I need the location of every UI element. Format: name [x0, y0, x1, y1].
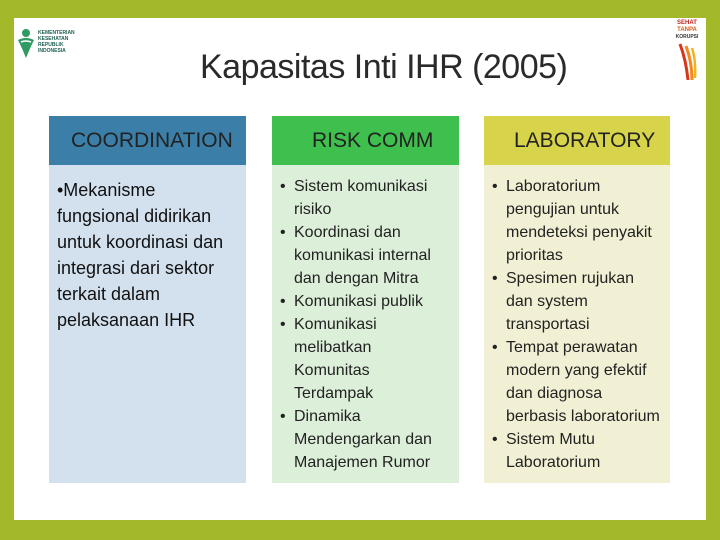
list-item: • Spesimen rujukan dan system transportasi — [492, 267, 662, 336]
column-heading: LABORATORY — [484, 116, 670, 165]
column-body — [484, 165, 670, 483]
risk-comm-list — [280, 175, 451, 474]
list-item: • Sistem Mutu Laboratorium — [492, 428, 662, 474]
column-heading: RISK COMM — [272, 116, 459, 165]
column-risk-comm — [272, 116, 459, 483]
logo-line: INDONESIA — [38, 48, 66, 54]
column-coordination — [49, 116, 246, 483]
sehat-tanpa-korupsi-logo — [672, 20, 702, 82]
kemenkes-emblem-icon — [16, 26, 36, 60]
list-item: • Sistem komunikasi risiko — [280, 175, 451, 221]
list-item: • Tempat perawatan modern yang efektif dan diagnosa berbasis laboratorium — [492, 336, 662, 428]
column-body — [49, 165, 246, 483]
logo-line: SEHAT — [677, 20, 697, 26]
logo-line: TANPA — [677, 27, 697, 33]
kemenkes-logo — [16, 20, 82, 68]
page-title: Kapasitas Inti IHR (2005) — [200, 48, 568, 86]
list-item: • Laboratorium pengujian untuk mendeteksi penyakit prioritas — [492, 175, 662, 267]
column-body — [272, 165, 459, 483]
logo-line: KEMENTERIAN — [38, 30, 75, 36]
list-item: • Koordinasi dan komunikasi internal dan dengan Mitra — [280, 221, 451, 290]
list-item: • Komunikasi melibatkan Komunitas Terdampak — [280, 313, 451, 405]
slide — [14, 18, 706, 520]
column-heading: COORDINATION — [49, 116, 246, 165]
logo-line: REPUBLIK — [38, 42, 64, 48]
logo-line: KORUPSI — [675, 34, 699, 40]
column-laboratory — [484, 116, 670, 483]
flame-icon — [676, 42, 698, 82]
coordination-text: •Mekanisme fungsional didirikan untuk koordinasi dan integrasi dari sektor terkait dalam pelaksanaan IHR — [57, 180, 224, 330]
laboratory-list — [492, 175, 662, 474]
list-item: • Dinamika Mendengarkan dan Manajemen Rumor — [280, 405, 451, 474]
logo-line: KESEHATAN — [38, 36, 69, 42]
kemenkes-logo-text — [38, 30, 84, 54]
list-item: • Komunikasi publik — [280, 290, 451, 313]
